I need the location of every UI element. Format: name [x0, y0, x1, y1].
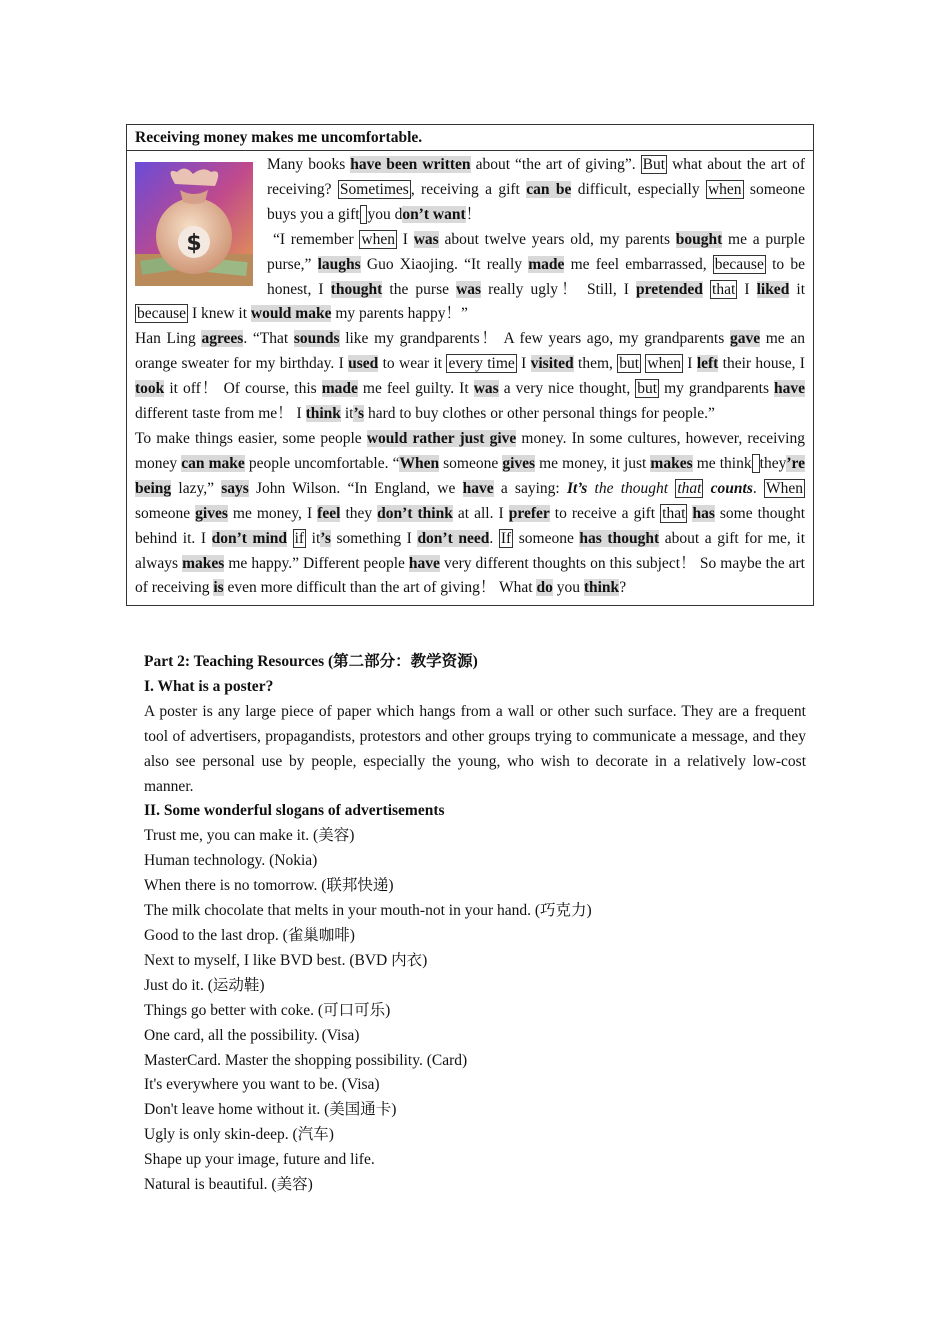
- highlighted-verb: is: [213, 579, 224, 597]
- italic-text: the thought: [587, 479, 676, 497]
- boxed-word: because: [714, 255, 764, 273]
- boxed-word: [752, 454, 760, 473]
- highlighted-verb: have: [774, 380, 806, 398]
- text-run: very different thoughts on this subject！ So maybe the art of receiving: [135, 554, 805, 597]
- highlighted-verb: gave: [729, 330, 761, 348]
- slogan-item: When there is no tomorrow. (联邦快递): [144, 877, 394, 895]
- highlighted-verb: gives: [502, 454, 536, 472]
- highlighted-verb: don’t think: [377, 504, 453, 522]
- highlighted-verb: can be: [526, 180, 572, 198]
- text-run: difficult, especially: [571, 180, 706, 198]
- text-run: ！: [465, 205, 482, 223]
- part2-heading: Part 2: Teaching Resources (第二部分：教学资源): [144, 653, 478, 670]
- text-run: different taste from me！ I: [135, 405, 306, 423]
- text-run: it: [340, 405, 354, 423]
- highlighted-verb: was: [413, 230, 439, 248]
- section1-text: A poster is any large piece of paper which hangs from a wall or other such surface. They are a frequent tool of advertisers, propagandists, protestors and other groups trying to communicate a message, and they also see personal use by people, especially the young, who wish to decorate in a relatively low-cost manner.: [144, 702, 806, 795]
- text-run: my grandparents: [659, 380, 775, 398]
- text-run: it: [789, 280, 805, 298]
- text-run: To make things easier, some people: [135, 429, 367, 447]
- section1-heading: I. What is a poster?: [144, 677, 274, 695]
- text-run: some thought behind it. I: [135, 504, 806, 547]
- highlighted-verb: made: [528, 255, 565, 273]
- text-run: a saying:: [493, 479, 567, 497]
- boxed-word: if: [294, 529, 305, 547]
- highlighted-verb: took: [135, 380, 165, 398]
- boxed-word: because: [137, 305, 187, 323]
- text-run: their house, I: [718, 355, 805, 373]
- slogan-item: It's everywhere you want to be. (Visa): [144, 1076, 380, 1094]
- highlighted-verb: When: [399, 454, 440, 472]
- text-run: me money, it just: [535, 454, 651, 472]
- text-run: me feel embarrassed,: [564, 255, 713, 273]
- text-run: I: [396, 230, 414, 248]
- text-run: about “the art of giving”.: [470, 156, 641, 173]
- slogan-item: One card, all the possibility. (Visa): [144, 1026, 360, 1044]
- text-run: they: [759, 454, 787, 472]
- text-run: at all. I: [452, 504, 509, 522]
- section2-heading: II. Some wonderful slogans of advertisements: [144, 802, 445, 820]
- slogan-item: The milk chocolate that melts in your mouth-not in your hand. (巧克力): [144, 902, 592, 920]
- highlighted-verb: don’t mind: [211, 529, 287, 547]
- text-run: ?: [619, 579, 627, 597]
- slogan-list: [144, 824, 806, 1198]
- highlighted-verb: ’s: [320, 529, 331, 547]
- text-run: .: [489, 529, 499, 547]
- slogan-item: Human technology. (Nokia): [144, 852, 318, 870]
- highlighted-verb: have been written: [350, 156, 471, 173]
- boxed-word: every time: [448, 355, 515, 373]
- highlighted-verb: on’t want: [402, 205, 466, 223]
- boxed-word: when: [647, 355, 681, 373]
- slogan-item: Things go better with coke. (可口可乐): [144, 1001, 391, 1019]
- text-run: a very nice thought,: [498, 380, 636, 398]
- highlighted-verb: left: [696, 355, 719, 373]
- text-run: John Wilson. “In England, we: [248, 479, 463, 497]
- text-run: . “That: [243, 330, 294, 348]
- text-run: they: [340, 504, 378, 522]
- reading-passage-box: [126, 124, 814, 606]
- text-run: to receive a gift: [549, 504, 661, 522]
- text-run: lazy,”: [171, 479, 222, 497]
- boxed-word: but: [619, 355, 640, 373]
- text-run: like my grandparents！ A few years ago, my grandparents: [339, 330, 730, 348]
- text-run: me happy.” Different people: [224, 554, 409, 572]
- text-run: to be honest, I: [267, 255, 805, 298]
- text-run: me a purple purse,”: [267, 230, 805, 273]
- slogan-item: Good to the last drop. (雀巢咖啡): [144, 926, 355, 944]
- text-run: them,: [573, 355, 618, 373]
- highlighted-verb: have: [462, 479, 494, 497]
- text-run: Han Ling: [135, 330, 202, 348]
- highlighted-verb: pretended: [636, 280, 703, 298]
- highlighted-verb: thought: [330, 280, 383, 298]
- slogan-item: Next to myself, I like BVD best. (BVD 内衣): [144, 951, 428, 969]
- text-run: me money, I: [227, 504, 318, 522]
- highlighted-verb: says: [221, 479, 249, 497]
- text-run: it: [306, 529, 321, 547]
- emphasized-text: It’s: [566, 479, 588, 497]
- text-run: you: [552, 579, 584, 597]
- highlighted-verb: agrees: [201, 330, 244, 348]
- text-run: [703, 281, 710, 298]
- highlighted-verb: think: [305, 405, 341, 423]
- boxed-word: But: [642, 156, 666, 173]
- highlighted-verb: makes: [182, 554, 225, 572]
- highlighted-verb: has thought: [579, 529, 660, 547]
- highlighted-verb: prefer: [508, 504, 550, 522]
- highlighted-verb: ’s: [353, 405, 365, 423]
- highlighted-verb: was: [473, 380, 499, 398]
- boxed-word: that: [662, 504, 686, 522]
- passage-paragraph-3: [135, 327, 805, 427]
- highlighted-verb: do: [536, 579, 553, 597]
- text-run: me think: [692, 454, 752, 472]
- highlighted-verb: would rather just give: [366, 429, 517, 447]
- highlighted-verb: has: [692, 504, 715, 522]
- slogan-item: Just do it. (运动鞋): [144, 976, 265, 994]
- text-run: “I remember: [273, 230, 360, 248]
- text-run: you d: [367, 205, 403, 223]
- text-run: , receiving a gift: [410, 180, 527, 198]
- text-run: my parents happy！”: [331, 305, 468, 323]
- text-run: someone buys you a gift: [267, 180, 806, 223]
- highlighted-verb: can make: [181, 454, 245, 472]
- text-run: money. In some cultures, however, receiving money: [135, 429, 805, 472]
- text-run: about a gift for me, it always: [135, 529, 805, 572]
- text-run: to wear it: [378, 355, 447, 373]
- emphasized-text: counts: [710, 479, 753, 497]
- text-run: me feel guilty. It: [357, 380, 474, 398]
- boxed-word: When: [766, 479, 804, 497]
- highlighted-verb: have: [408, 554, 440, 572]
- highlighted-verb: used: [348, 355, 379, 373]
- highlighted-verb: liked: [756, 280, 790, 298]
- text-run: someone: [439, 454, 503, 472]
- passage-body: [127, 151, 813, 605]
- boxed-word: that: [712, 280, 736, 298]
- highlighted-verb: bought: [675, 230, 723, 248]
- highlighted-verb: made: [321, 380, 358, 398]
- text-run: .: [752, 479, 764, 497]
- text-run: the purse: [382, 280, 457, 298]
- text-run: people uncomfortable. “: [244, 454, 400, 472]
- slogan-item: Ugly is only skin-deep. (汽车): [144, 1126, 334, 1144]
- text-run: hard to buy clothes or other personal things for people.”: [364, 405, 715, 423]
- text-run: me an orange sweater for my birthday. I: [135, 330, 805, 373]
- text-run: [703, 480, 710, 497]
- slogan-item: MasterCard. Master the shopping possibility. (Card): [144, 1051, 468, 1069]
- highlighted-verb: laughs: [317, 255, 361, 273]
- text-run: I: [516, 355, 531, 373]
- highlighted-verb: would make: [250, 305, 332, 323]
- slogan-item: Natural is beautiful. (美容): [144, 1176, 313, 1194]
- slogan-item: Trust me, you can make it. (美容): [144, 827, 355, 845]
- boxed-word: when: [707, 180, 742, 198]
- boxed-word: when: [361, 230, 395, 248]
- highlighted-verb: ’re being: [135, 454, 805, 497]
- slogan-item: Shape up your image, future and life.: [144, 1151, 375, 1169]
- text-run: someone: [135, 504, 196, 522]
- boxed-word: that: [677, 479, 702, 497]
- boxed-word: If: [500, 529, 512, 547]
- highlighted-verb: makes: [650, 454, 693, 472]
- text-run: something I: [330, 529, 418, 547]
- highlighted-verb: gives: [195, 504, 228, 522]
- highlighted-verb: visited: [530, 355, 574, 373]
- text-run: really ugly！ Still, I: [481, 280, 637, 298]
- highlighted-verb: don’t need: [417, 529, 490, 547]
- text-run: someone: [513, 529, 580, 547]
- text-run: even more difficult than the art of giving！ What: [223, 579, 537, 597]
- text-run: it off！ Of course, this: [164, 380, 322, 398]
- boxed-word: Sometimes: [339, 180, 409, 198]
- text-run: I: [737, 280, 757, 298]
- highlighted-verb: sounds: [293, 330, 340, 348]
- svg-text:$: $: [186, 231, 202, 256]
- highlighted-verb: was: [456, 280, 482, 298]
- passage-paragraph-4: [135, 427, 805, 601]
- text-run: about twelve years old, my parents: [438, 230, 676, 248]
- part2-section: [144, 650, 806, 1198]
- money-bag-image: [135, 162, 253, 286]
- text-run: [287, 530, 293, 547]
- text-run: Guo Xiaojing. “It really: [360, 255, 529, 273]
- text-run: what about the art of receiving?: [267, 156, 805, 198]
- slogan-item: Don't leave home without it. (美国通卡): [144, 1101, 397, 1119]
- boxed-word: but: [637, 380, 658, 398]
- highlighted-verb: feel: [317, 504, 341, 522]
- text-run: I knew it: [188, 305, 251, 323]
- highlighted-verb: think: [583, 579, 620, 597]
- text-run: Many books: [267, 156, 351, 173]
- passage-title: Receiving money makes me uncomfortable.: [127, 125, 813, 151]
- text-run: I: [682, 355, 697, 373]
